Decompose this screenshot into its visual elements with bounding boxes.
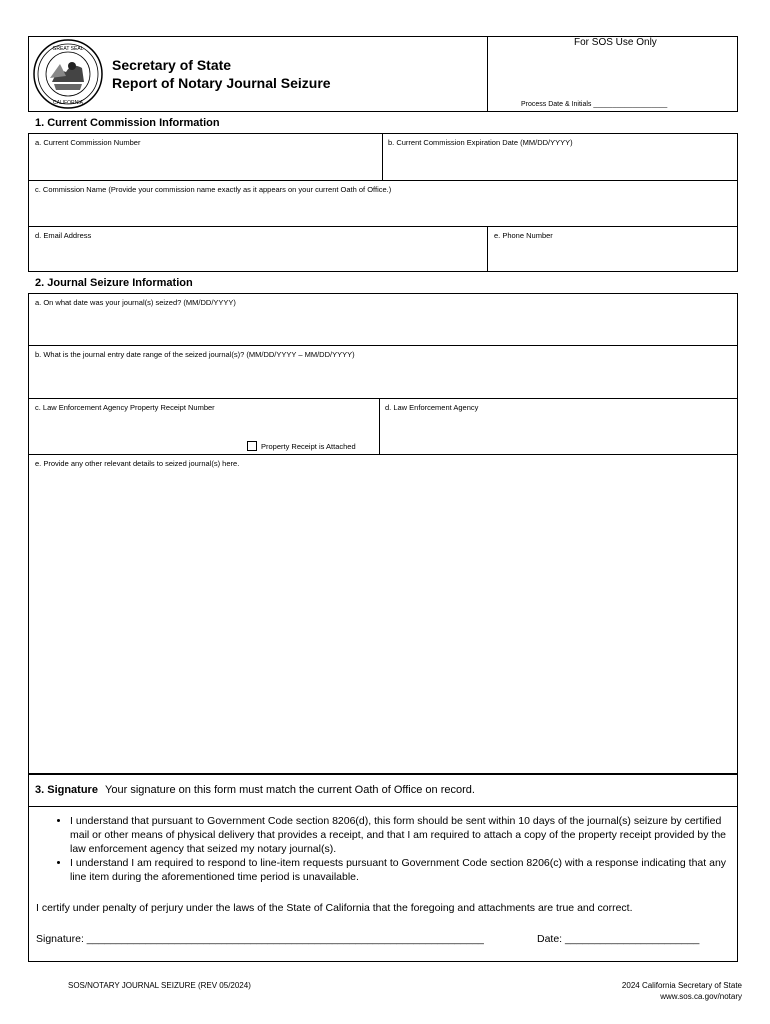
s1-row-divider-2 [28, 226, 738, 227]
acknowledgement-item: • I understand I am required to respond to line-item requests pursuant to Government Code section 8206(c) with a response indicating that any line item during the aforementioned time period is unavailable. [70, 856, 730, 884]
law-enforcement-label: d. Law Enforcement Agency [385, 403, 479, 412]
entry-range-field[interactable] [30, 362, 736, 396]
s2-row-divider-2 [28, 398, 738, 399]
expiration-date-label: b. Current Commission Expiration Date (MM/DD/YYYY) [388, 138, 573, 147]
date-field[interactable] [566, 928, 726, 946]
receipt-attached-checkbox[interactable] [247, 441, 257, 451]
acknowledgement-item: • I understand that pursuant to Government Code section 8206(d), this form should be sent within 10 days of the journal(s) seizure by certified mail or other means of physical delivery that provides a receipt, and that I am required to attach a copy of the property receipt provided by the law enforcement agency that seized my notary journal(s). [70, 814, 730, 856]
commission-number-label: a. Current Commission Number [35, 138, 141, 147]
phone-field[interactable] [489, 242, 736, 270]
signature-line: Signature: ____________________________________________________________________ [36, 933, 484, 945]
footer-url: www.sos.ca.gov/notary [660, 992, 742, 1001]
form-id: SOS/NOTARY JOURNAL SEIZURE (REV 05/2024) [68, 981, 251, 990]
s1-row-divider-1 [28, 180, 738, 181]
section2-heading: 2. Journal Seizure Information [35, 277, 193, 289]
signature-field[interactable] [92, 928, 530, 946]
other-details-field[interactable] [30, 470, 736, 772]
s2-row-divider-1 [28, 345, 738, 346]
s1-col-divider-1 [382, 133, 383, 180]
form-title-line1: Secretary of State [112, 57, 232, 73]
seizure-date-field[interactable] [30, 310, 736, 343]
phone-label: e. Phone Number [494, 231, 553, 240]
seizure-date-label: a. On what date was your journal(s) seized? (MM/DD/YYYY) [35, 298, 236, 307]
email-field[interactable] [30, 242, 485, 270]
expiration-date-field[interactable] [384, 148, 736, 178]
section1-heading: 1. Current Commission Information [35, 117, 220, 129]
section3-heading: 3. Signature [35, 784, 98, 796]
commission-name-label: c. Commission Name (Provide your commission name exactly as it appears on your current Oath of Office.) [35, 185, 392, 194]
certification-text: I certify under penalty of perjury under the laws of the State of California that the foregoing and attachments are true and correct. [36, 902, 633, 914]
law-enforcement-field[interactable] [381, 414, 736, 452]
form-title-line2: Report of Notary Journal Seizure [112, 75, 331, 91]
commission-number-field[interactable] [30, 148, 380, 178]
svg-text:CALIFORNIA: CALIFORNIA [52, 100, 84, 106]
section3-heading-row [35, 784, 475, 796]
email-label: d. Email Address [35, 231, 92, 240]
entry-range-label: b. What is the journal entry date range of the seized journal(s)? (MM/DD/YYYY – MM/DD/YYYY) [35, 350, 355, 359]
state-seal [32, 38, 104, 110]
svg-text:GREAT SEAL: GREAT SEAL [52, 46, 84, 52]
footer-copyright: 2024 California Secretary of State [621, 981, 742, 990]
s1-col-divider-2 [487, 226, 488, 272]
commission-name-field[interactable] [30, 196, 736, 224]
section3-heading-note: Your signature on this form must match the current Oath of Office on record. [105, 784, 475, 796]
other-details-label: e. Provide any other relevant details to seized journal(s) here. [35, 459, 240, 468]
header-divider [487, 36, 488, 112]
property-receipt-label: c. Law Enforcement Agency Property Receipt Number [35, 403, 215, 412]
acknowledgements [40, 814, 730, 884]
property-receipt-field[interactable] [30, 414, 377, 436]
s2-col-divider [379, 398, 380, 454]
s2-row-divider-3 [28, 454, 738, 455]
sos-use-label: For SOS Use Only [574, 37, 657, 48]
s3-heading-divider [28, 806, 738, 807]
process-date-field[interactable] [605, 96, 713, 110]
receipt-attached-label: Property Receipt is Attached [261, 442, 356, 451]
process-date-label: Process Date & Initials ___________________ [521, 101, 668, 108]
date-line: Date: _______________________ [537, 933, 700, 945]
